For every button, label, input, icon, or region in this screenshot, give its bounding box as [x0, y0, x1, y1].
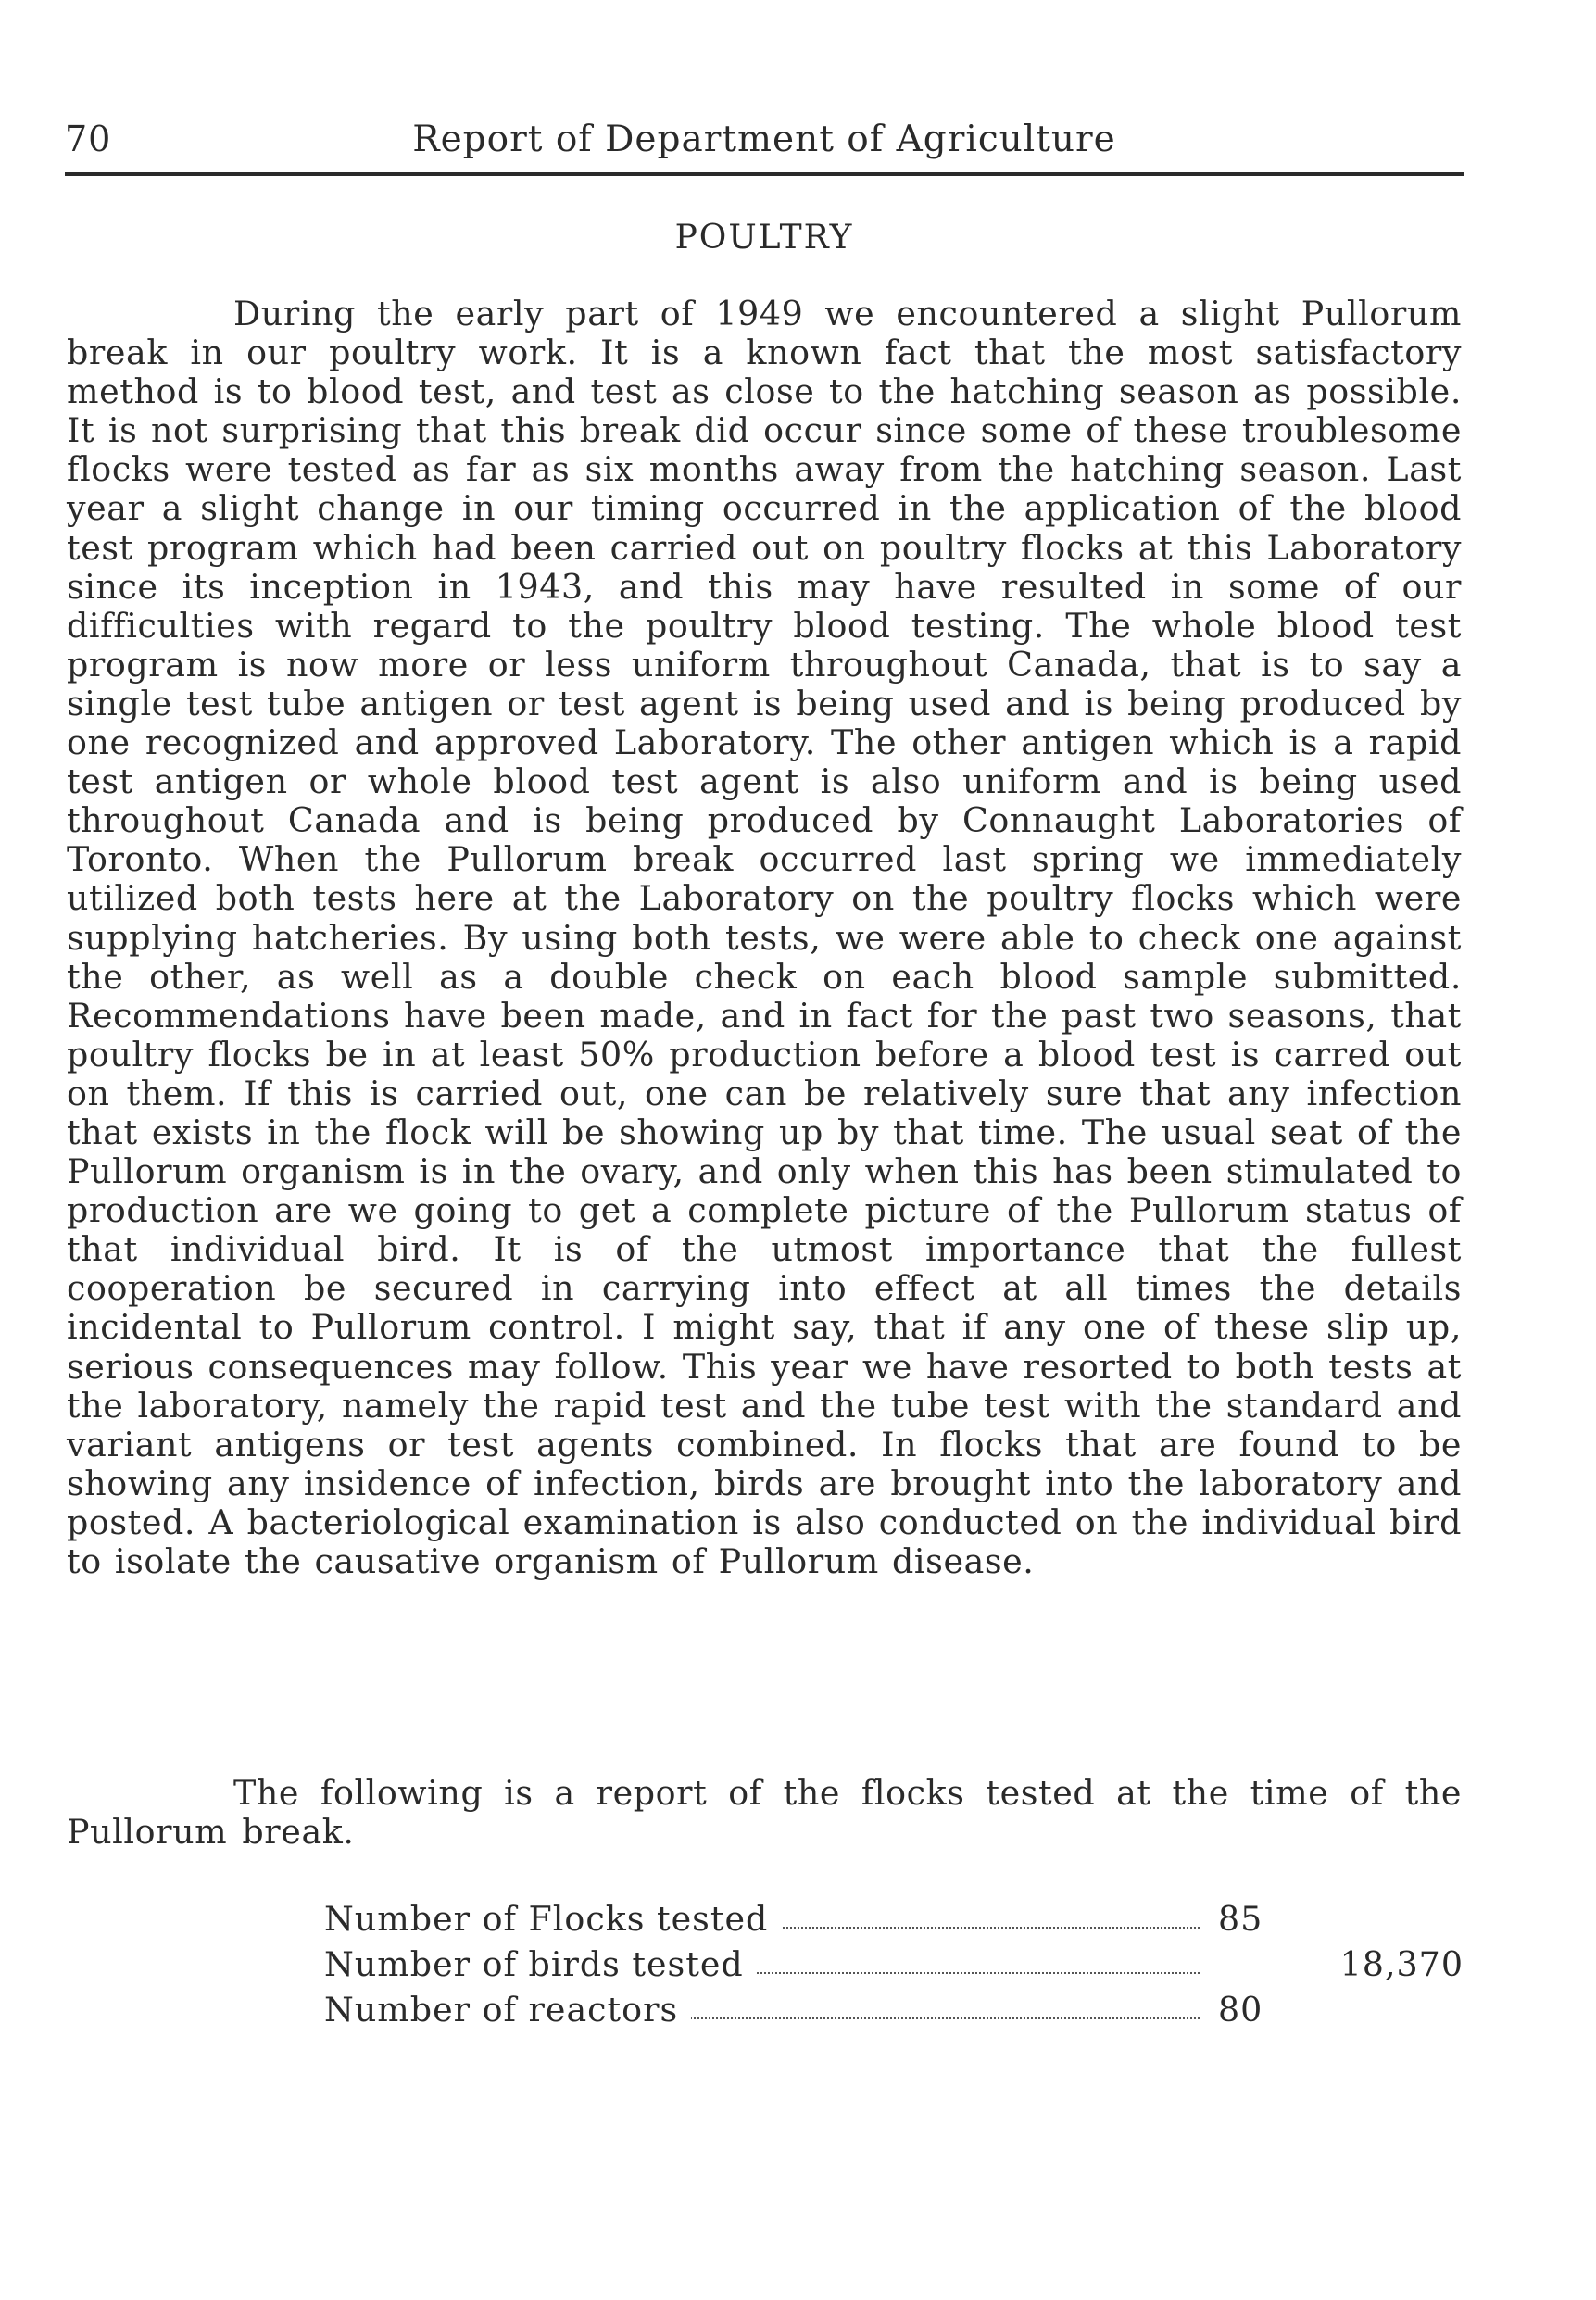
stat-label: Number of Flocks tested [324, 1899, 781, 1939]
section-title: POULTRY [674, 219, 854, 257]
stat-value: 85 [1218, 1899, 1263, 1939]
stat-value: 18,370 [1339, 1944, 1464, 1984]
running-title: Report of Department of Agriculture [412, 119, 1116, 160]
header-rule [65, 172, 1464, 176]
stat-label: Number of birds tested [324, 1944, 757, 1984]
stat-label: Number of reactors [324, 1990, 691, 2030]
stat-row-birds [324, 1944, 1464, 1990]
page-number: 70 [65, 119, 112, 159]
stats-table [324, 1899, 1464, 2035]
body-paragraph-2: The following is a report of the flocks tested at the time of the Pullorum break. [67, 1773, 1462, 1853]
stat-value: 80 [1218, 1990, 1263, 2030]
stat-row-flocks [324, 1899, 1464, 1944]
stat-row-reactors [324, 1990, 1464, 2035]
page-header [65, 111, 1464, 167]
body-paragraph-1: During the early part of 1949 we encountered a slight Pullorum break in our poultry work. It is a known fact that the most satisfactory method is to blood test, and test as close to the hatching season as possible. It is not surprising that this break did occur since some of these troublesome flocks were tested as far as six months away from the hatching season. Last year a slight change in our timing occurred in the application of the blood test program which had been carried out on poultry flocks at this Laboratory since its inception in 1943, and this may have resulted in some of our difficulties with regard to the poultry blood testing. The whole blood test program is now more or less uniform throughout Canada, that is to say a single test tube antigen or test agent is being used and is being produced by one recognized and approved Laboratory. The other antigen which is a rapid test antigen or whole blood test agent is also uniform and is being used throughout Canada and is being produced by Connaught Laboratories of Toronto. When the Pullorum break occurred last spring we immediately utilized both tests here at the Laboratory on the poultry flocks which were supplying hatcheries. By using both tests, we were able to check one against the other, as well as a double check on each blood sample submitted. Recommendations have been made, and in fact for the past two seasons, that poultry flocks be in at least 50% production before a blood test is carred out on them. If this is carried out, one can be relatively sure that any infection that exists in the flock will be showing up by that time. The usual seat of the Pullorum organism is in the ovary, and only when this has been stimulated to production are we going to get a complete picture of the Pullorum status of that individual bird. It is of the utmost importance that the fullest cooperation be secured in carrying into effect at all times the details incidental to Pullorum control. I might say, that if any one of these slip up, serious consequences may follow. This year we have resorted to both tests at the laboratory, namely the rapid test and the tube test with the standard and variant antigens or test agents combined. In flocks that are found to be showing any insidence of infection, birds are brought into the laboratory and posted. A bacteriological examination is also conducted on the individual bird to isolate the causative organism of Pullorum disease. [67, 294, 1462, 1581]
